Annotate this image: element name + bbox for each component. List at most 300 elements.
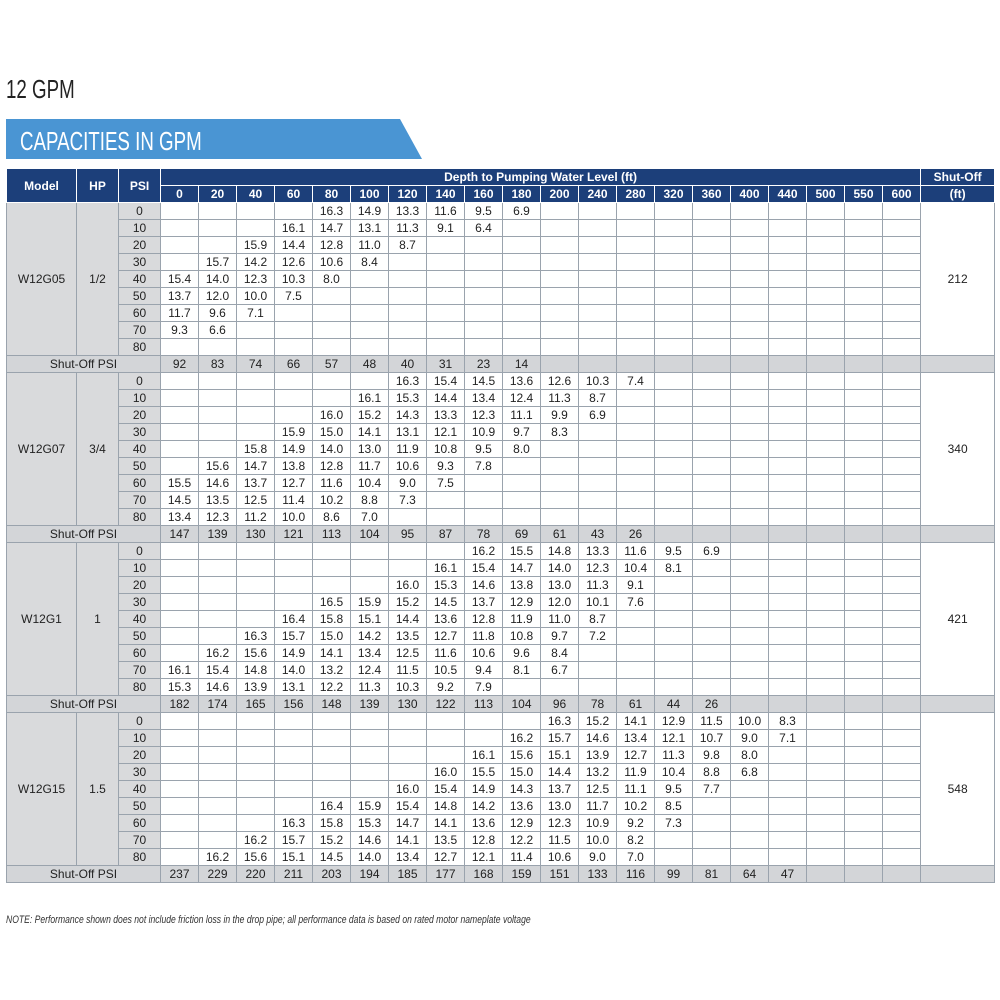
shutoff-psi-cell: 121 [275,526,313,543]
capacity-cell [845,305,883,322]
capacity-cell: 15.2 [313,832,351,849]
capacity-cell: 15.4 [427,373,465,390]
capacity-cell [617,322,655,339]
capacity-cell [731,424,769,441]
capacity-cell [807,713,845,730]
capacity-cell [465,713,503,730]
capacity-cell: 10.6 [541,849,579,866]
capacity-cell: 6.9 [503,203,541,220]
capacity-cell [617,220,655,237]
capacity-cell [693,577,731,594]
capacity-cell [503,458,541,475]
header-depth-col: 0 [161,186,199,203]
capacity-cell [655,441,693,458]
capacity-cell: 8.0 [731,747,769,764]
psi-value: 0 [119,373,161,390]
capacity-cell [617,288,655,305]
capacity-cell: 14.9 [275,645,313,662]
table-row [7,594,995,611]
capacity-cell: 10.7 [693,730,731,747]
capacity-cell [617,441,655,458]
capacity-cell [313,713,351,730]
capacity-cell [275,713,313,730]
capacity-cell: 12.3 [541,815,579,832]
capacity-cell [579,424,617,441]
capacity-cell [389,764,427,781]
capacity-cell [503,492,541,509]
capacity-cell [617,254,655,271]
capacity-cell [883,424,921,441]
header-depth-col: 280 [617,186,655,203]
capacity-cell: 15.2 [389,594,427,611]
header-depth-col: 40 [237,186,275,203]
capacity-cell [731,594,769,611]
shutoff-ft: 340 [921,373,995,526]
capacity-cell [465,237,503,254]
capacity-cell [617,390,655,407]
psi-value: 20 [119,577,161,594]
shutoff-psi-cell: 211 [275,866,313,883]
capacity-cell [199,628,237,645]
capacity-cell: 8.1 [655,560,693,577]
capacity-cell: 14.0 [313,441,351,458]
capacity-cell: 14.3 [389,407,427,424]
capacity-cell [541,271,579,288]
capacity-cell [655,509,693,526]
capacity-cell: 8.7 [579,390,617,407]
capacity-cell [427,492,465,509]
capacity-cell [161,832,199,849]
capacity-cell [237,781,275,798]
capacity-cell [845,645,883,662]
capacity-cell [161,390,199,407]
capacity-cell: 9.5 [655,781,693,798]
capacity-cell [883,441,921,458]
capacity-cell: 14.7 [503,560,541,577]
capacity-cell [199,441,237,458]
capacity-cell [845,288,883,305]
table-row [7,305,995,322]
capacity-cell: 11.9 [617,764,655,781]
capacity-cell [769,441,807,458]
capacity-cell [693,458,731,475]
capacity-cell [769,628,807,645]
capacity-cell: 15.7 [199,254,237,271]
capacity-cell [313,305,351,322]
capacity-cell [845,390,883,407]
capacity-cell [237,390,275,407]
capacity-cell: 8.6 [313,509,351,526]
capacity-cell [351,543,389,560]
capacity-cell [503,679,541,696]
capacity-cell: 9.2 [617,815,655,832]
header-depth-col: 160 [465,186,503,203]
capacity-cell [161,543,199,560]
shutoff-psi-cell [693,356,731,373]
capacity-cell: 14.9 [465,781,503,798]
shutoff-psi-cell: 203 [313,866,351,883]
capacity-cell: 8.8 [693,764,731,781]
capacity-cell [807,764,845,781]
capacity-cell [313,322,351,339]
shutoff-psi-cell [769,696,807,713]
capacity-cell [237,373,275,390]
capacity-cell: 14.6 [351,832,389,849]
capacity-cell [769,322,807,339]
shutoff-psi-cell: 69 [503,526,541,543]
capacity-cell [351,339,389,356]
capacity-cell [807,203,845,220]
shutoff-psi-cell [579,356,617,373]
capacity-cell [769,747,807,764]
capacity-cell [731,407,769,424]
capacity-cell [389,730,427,747]
capacity-cell [237,560,275,577]
capacity-cell [769,390,807,407]
capacity-cell [389,271,427,288]
shutoff-psi-cell [541,356,579,373]
table-row [7,271,995,288]
capacity-cell: 14.8 [237,662,275,679]
capacity-cell [541,492,579,509]
capacity-cell [693,849,731,866]
capacity-cell [883,611,921,628]
capacity-cell [275,373,313,390]
capacity-cell [275,203,313,220]
capacity-cell [579,458,617,475]
table-row [7,713,995,730]
capacity-cell: 11.4 [275,492,313,509]
shutoff-psi-cell [807,866,845,883]
capacity-cell: 13.1 [389,424,427,441]
capacity-cell: 12.0 [199,288,237,305]
capacity-cell: 16.3 [541,713,579,730]
capacity-cell [693,339,731,356]
capacity-cell [161,203,199,220]
capacity-cell [237,407,275,424]
capacity-cell: 9.8 [693,747,731,764]
capacity-cell: 16.2 [465,543,503,560]
capacity-cell: 6.8 [731,764,769,781]
table-row [7,543,995,560]
capacity-cell [351,764,389,781]
capacity-cell [237,594,275,611]
capacity-cell [161,220,199,237]
capacity-cell: 15.0 [503,764,541,781]
capacity-cell [389,339,427,356]
model-hp: 3/4 [77,373,119,526]
capacity-cell [237,339,275,356]
capacity-cell [161,339,199,356]
capacity-cell: 13.6 [427,611,465,628]
capacity-cell [161,730,199,747]
capacity-cell: 11.6 [617,543,655,560]
capacity-cell [351,577,389,594]
capacity-cell [731,543,769,560]
capacity-cell: 15.6 [237,849,275,866]
capacity-cell [541,509,579,526]
header-hp: HP [77,169,119,203]
capacity-cell [883,475,921,492]
psi-value: 80 [119,679,161,696]
psi-value: 0 [119,203,161,220]
shutoff-psi-cell: 57 [313,356,351,373]
shutoff-psi-cell: 130 [237,526,275,543]
capacity-cell: 16.2 [237,832,275,849]
capacity-cell [389,254,427,271]
shutoff-psi-cell [807,356,845,373]
capacity-cell [731,492,769,509]
capacity-cell: 9.5 [465,203,503,220]
capacity-cell [769,662,807,679]
capacity-cell: 16.3 [237,628,275,645]
capacity-cell: 11.3 [541,390,579,407]
capacity-cell: 11.1 [617,781,655,798]
shutoff-psi-cell: 99 [655,866,693,883]
capacity-cell [769,424,807,441]
capacity-cell [883,730,921,747]
capacity-cell: 8.2 [617,832,655,849]
capacity-cell [503,509,541,526]
capacity-cell: 12.3 [579,560,617,577]
capacity-cell [465,305,503,322]
capacity-cell [883,747,921,764]
capacity-cell: 7.0 [617,849,655,866]
capacity-cell: 9.5 [465,441,503,458]
capacity-cell [465,730,503,747]
table-row [7,373,995,390]
capacity-cell [883,220,921,237]
capacity-cell: 16.1 [427,560,465,577]
capacity-cell: 9.9 [541,407,579,424]
capacity-cell [845,271,883,288]
capacity-cell: 12.2 [313,679,351,696]
capacity-cell [769,220,807,237]
capacity-cell [199,390,237,407]
capacity-cell: 12.8 [313,458,351,475]
capacity-cell [313,560,351,577]
psi-value: 60 [119,645,161,662]
capacity-cell: 7.5 [427,475,465,492]
capacity-cell [731,390,769,407]
table-row [7,220,995,237]
capacity-cell [807,237,845,254]
capacity-cell: 15.6 [503,747,541,764]
footnote: NOTE: Performance shown does not include friction loss in the drop pipe; all performance data is based on rated motor nameplate voltage [6,914,531,926]
capacity-cell [731,237,769,254]
capacity-cell [731,628,769,645]
capacity-cell [161,611,199,628]
capacity-cell: 15.0 [313,628,351,645]
capacity-cell [693,662,731,679]
capacity-cell [769,611,807,628]
capacity-cell [389,305,427,322]
capacity-cell: 8.7 [579,611,617,628]
capacity-cell [655,475,693,492]
capacity-cell: 11.1 [503,407,541,424]
shutoff-psi-cell: 159 [503,866,541,883]
shutoff-psi-cell: 74 [237,356,275,373]
header-depth-col: 20 [199,186,237,203]
capacity-cell [883,798,921,815]
capacity-cell [693,798,731,815]
capacity-cell [693,611,731,628]
capacity-cell: 14.2 [465,798,503,815]
capacity-cell: 15.3 [427,577,465,594]
table-row [7,764,995,781]
capacity-cell: 10.3 [275,271,313,288]
psi-value: 80 [119,339,161,356]
capacity-cell: 13.3 [427,407,465,424]
capacity-cell [351,730,389,747]
capacity-cell: 15.4 [199,662,237,679]
capacity-cell: 10.4 [351,475,389,492]
header-depth-col: 500 [807,186,845,203]
capacity-cell: 14.4 [427,390,465,407]
capacity-cell [161,849,199,866]
capacity-cell: 15.3 [351,815,389,832]
capacity-cell: 14.5 [313,849,351,866]
capacity-cell: 15.5 [503,543,541,560]
capacity-cell [503,339,541,356]
capacity-cell: 9.0 [731,730,769,747]
shutoff-psi-cell [845,356,883,373]
capacity-cell [313,390,351,407]
psi-value: 30 [119,254,161,271]
capacity-cell: 16.2 [199,645,237,662]
capacity-cell: 15.3 [389,390,427,407]
capacity-cell [427,509,465,526]
header-depth-col: 320 [655,186,693,203]
capacity-cell [769,764,807,781]
capacity-cell [845,424,883,441]
header-depth: Depth to Pumping Water Level (ft) [161,169,921,186]
capacity-cell: 7.1 [769,730,807,747]
capacity-cell [161,764,199,781]
shutoff-psi-cell [769,526,807,543]
table-row [7,747,995,764]
psi-value: 80 [119,509,161,526]
capacity-cell: 7.3 [655,815,693,832]
header-model: Model [7,169,77,203]
capacity-cell [655,458,693,475]
capacity-cell [883,713,921,730]
capacity-cell [465,288,503,305]
shutoff-psi-row [7,696,995,713]
capacity-cell: 9.0 [389,475,427,492]
capacity-cell: 13.9 [237,679,275,696]
capacity-cell [807,458,845,475]
capacity-cell [693,220,731,237]
capacity-cell: 11.3 [655,747,693,764]
capacity-cell [503,713,541,730]
capacity-cell [845,203,883,220]
capacity-cell [389,288,427,305]
capacity-cell [655,407,693,424]
capacity-cell: 14.6 [199,475,237,492]
capacity-cell [503,288,541,305]
shutoff-psi-cell: 14 [503,356,541,373]
capacity-cell [579,662,617,679]
capacity-cell: 16.3 [389,373,427,390]
capacity-cell [617,662,655,679]
capacity-cell: 13.1 [351,220,389,237]
capacity-cell: 8.3 [541,424,579,441]
capacity-cell [883,288,921,305]
model-hp: 1 [77,543,119,696]
capacity-cell: 10.1 [579,594,617,611]
capacity-cell [161,373,199,390]
capacity-cell [845,730,883,747]
psi-value: 70 [119,832,161,849]
capacity-cell [655,679,693,696]
capacity-cell: 11.9 [389,441,427,458]
header-depth-col: 200 [541,186,579,203]
capacity-cell [655,237,693,254]
model-name: W12G07 [7,373,77,526]
page-title: 12 GPM [6,74,75,104]
capacity-cell: 12.3 [199,509,237,526]
capacity-cell [845,832,883,849]
capacity-cell: 14.6 [579,730,617,747]
model-hp: 1.5 [77,713,119,866]
capacity-cell [807,628,845,645]
shutoff-psi-row [7,526,995,543]
psi-value: 0 [119,543,161,560]
capacity-cell [199,373,237,390]
capacity-cell [199,339,237,356]
capacity-cell: 6.7 [541,662,579,679]
capacity-cell [427,322,465,339]
shutoff-psi-cell: 156 [275,696,313,713]
capacity-cell: 16.0 [389,577,427,594]
psi-value: 50 [119,628,161,645]
capacity-cell [845,237,883,254]
capacity-cell [731,577,769,594]
capacity-cell: 11.3 [579,577,617,594]
capacity-cell [617,628,655,645]
capacity-cell: 11.7 [161,305,199,322]
capacity-cell [503,237,541,254]
capacity-cell [731,798,769,815]
capacity-cell [313,339,351,356]
capacity-cell [199,815,237,832]
capacity-cell [655,577,693,594]
capacity-cell: 15.9 [351,798,389,815]
capacity-cell [731,679,769,696]
shutoff-psi-cell: 31 [427,356,465,373]
table-row [7,458,995,475]
capacity-cell [237,424,275,441]
capacity-cell [693,424,731,441]
capacity-cell: 13.6 [503,373,541,390]
capacity-cell: 14.4 [541,764,579,781]
capacity-cell [199,220,237,237]
capacity-cell: 12.6 [541,373,579,390]
capacity-cell [351,305,389,322]
capacity-cell [199,781,237,798]
table-row [7,798,995,815]
capacity-cell: 16.3 [313,203,351,220]
banner-title: CAPACITIES IN GPM [20,126,202,156]
table-row [7,288,995,305]
header-shutoff-unit: (ft) [921,186,995,203]
capacity-cell [161,781,199,798]
capacity-cell [465,322,503,339]
capacity-cell: 14.3 [503,781,541,798]
capacity-cell [769,373,807,390]
capacity-cell [351,781,389,798]
